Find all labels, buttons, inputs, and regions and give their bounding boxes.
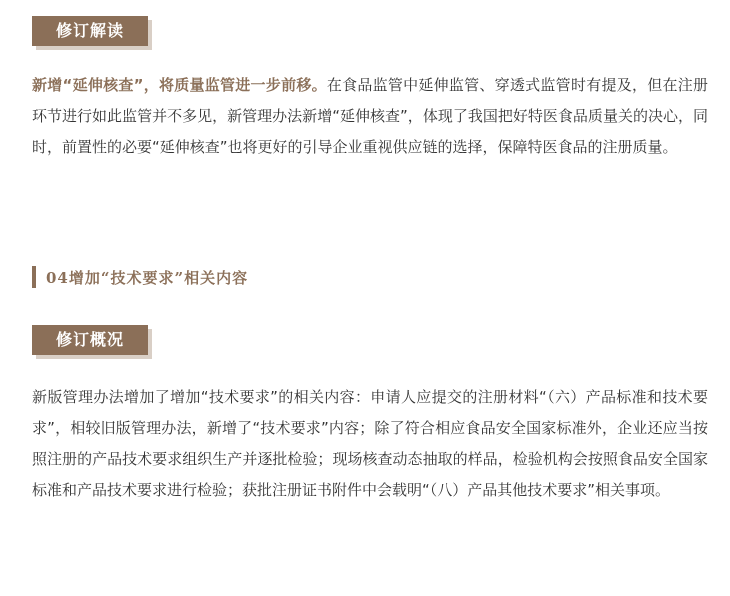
interpretation-body: 在食品监管中延伸监管、穿透式监管时有提及，但在注册环节进行如此监管并不多见，新管理办法新增“延伸核查”，体现了我国把好特医食品质量关的决心，同时，前置性的必要“延伸核查”也将更好的引导企业重视供应链的选择，保障特医食品的注册质量。: [32, 76, 708, 156]
overview-paragraph: 新版管理办法增加了增加“技术要求”的相关内容：申请人应提交的注册材料“（六）产品标准和技术要求”，相较旧版管理办法，新增了“技术要求”内容；除了符合相应食品安全国家标准外，企业还应当按照注册的产品技术要求组织生产并逐批检验；现场核查动态抽取的样品，检验机构会按照食品安全国家标准和产品技术要求进行检验；获批注册证书附件中会载明“（八）产品其他技术要求”相关事项。: [32, 388, 708, 499]
section-heading: [32, 264, 248, 290]
section-tag-revision-interpretation: 修订解读: [32, 16, 148, 46]
heading-text: 04增加“技术要求”相关内容: [46, 268, 249, 287]
section-tag-revision-overview: 修订概况: [32, 325, 148, 355]
heading-accent-bar: [32, 266, 36, 288]
interpretation-paragraph: [32, 70, 708, 163]
lead-highlight: 新增“延伸核查”，将质量监管进一步前移。: [32, 76, 327, 94]
